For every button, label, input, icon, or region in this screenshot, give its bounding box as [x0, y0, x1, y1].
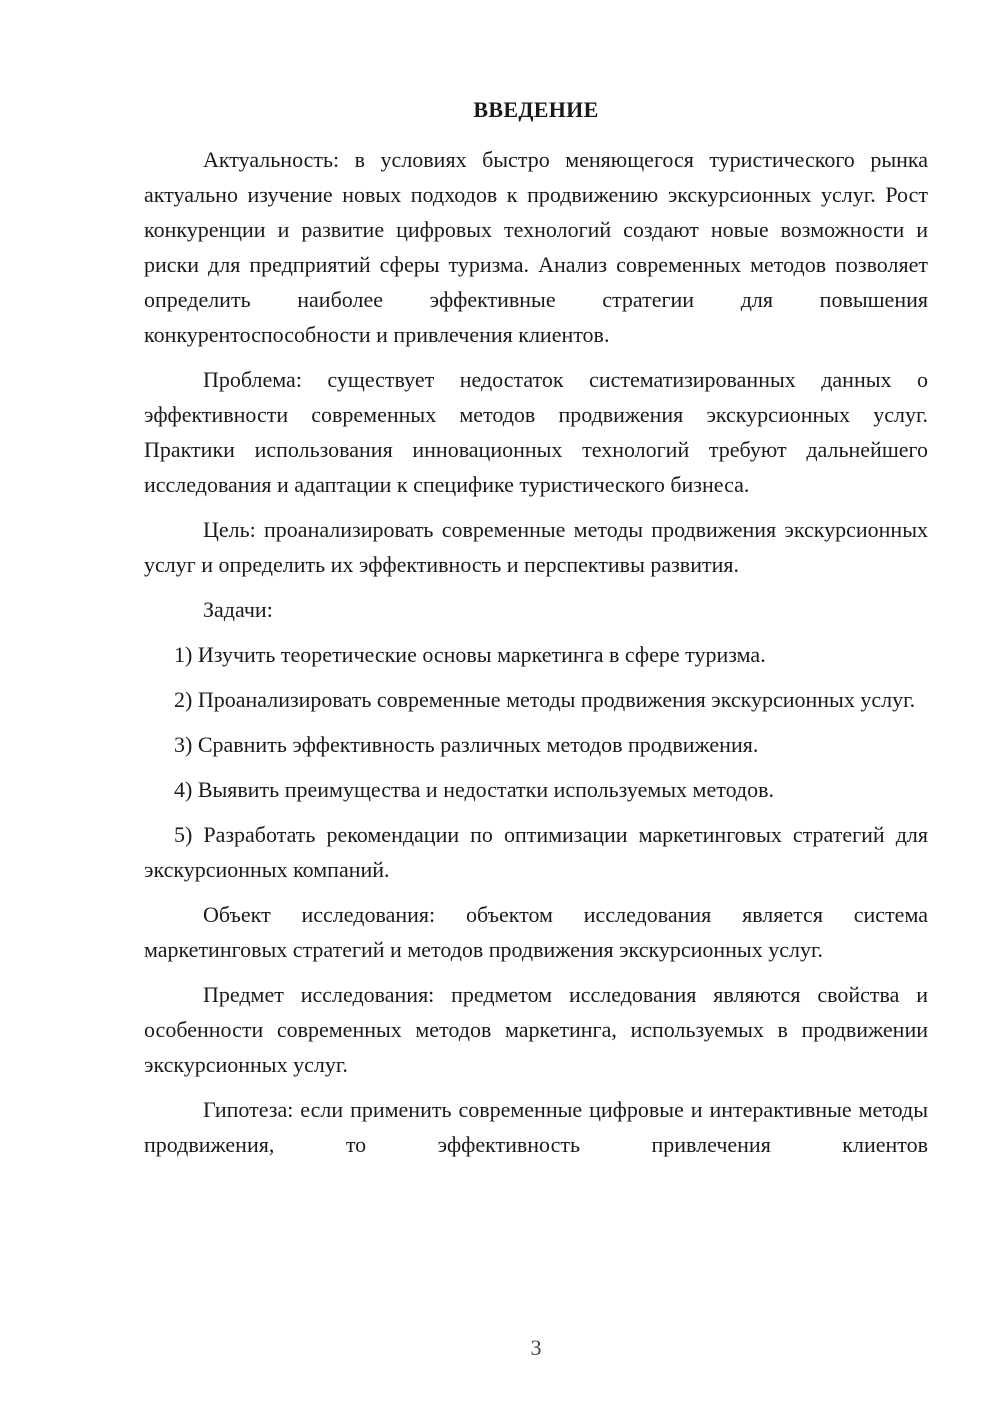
task-item-2: 2) Проанализировать современные методы продвижения экскурсионных услуг. [174, 687, 916, 712]
body-text [144, 142, 928, 1162]
paragraph-hypothesis: Гипотеза: если применить современные цифровые и интерактивные методы продвижения, то эффективность привлечения клиентов [144, 1097, 928, 1157]
paragraph-problem: Проблема: существует недостаток систематизированных данных о эффективности современных методов продвижения экскурсионных услуг. Практики использования инновационных технологий требуют дальнейшего исследования и адаптации к специфике туристического бизнеса. [144, 367, 928, 497]
paragraph-relevance: Актуальность: в условиях быстро меняющегося туристического рынка актуально изучение новых подходов к продвижению экскурсионных услуг. Рост конкуренции и развитие цифровых технологий создают новые возможности и риски для предприятий сферы туризма. Анализ современных методов позволяет определить наиболее эффективные стратегии для повышения конкурентоспособности и привлечения клиентов. [144, 147, 928, 347]
section-title: ВВЕДЕНИЕ [473, 97, 599, 122]
task-item-1: 1) Изучить теоретические основы маркетинга в сфере туризма. [174, 642, 766, 667]
task-item-5: 5) Разработать рекомендации по оптимизации маркетинговых стратегий для экскурсионных компаний. [144, 822, 928, 882]
paragraph-object: Объект исследования: объектом исследования является система маркетинговых стратегий и методов продвижения экскурсионных услуг. [144, 902, 928, 962]
task-item-4: 4) Выявить преимущества и недостатки используемых методов. [174, 777, 775, 802]
task-item-3: 3) Сравнить эффективность различных методов продвижения. [174, 732, 759, 757]
paragraph-subject: Предмет исследования: предметом исследования являются свойства и особенности современных методов маркетинга, используемых в продвижении экскурсионных услуг. [144, 982, 928, 1077]
paragraph-tasks-heading: Задачи: [203, 597, 273, 622]
page-number: 3 [530, 1335, 542, 1360]
paragraph-goal: Цель: проанализировать современные методы продвижения экскурсионных услуг и определить их эффективность и перспективы развития. [144, 517, 928, 577]
